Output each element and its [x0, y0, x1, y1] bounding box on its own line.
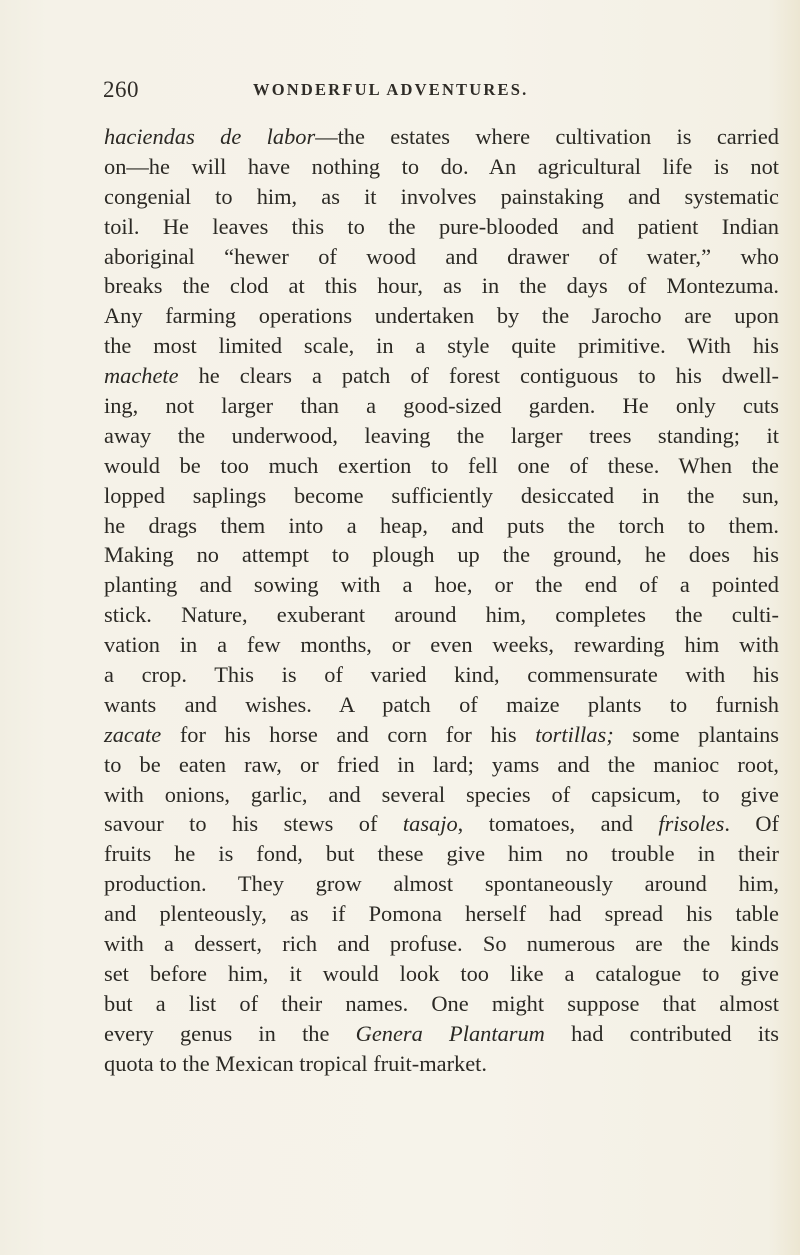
text-span: Any farming operations undertaken by the Jarocho are upon: [104, 303, 779, 329]
text-span: savour to his stews of: [104, 811, 403, 837]
text-span: and plenteously, as if Pomona herself had spread his table: [104, 901, 779, 927]
text-span: stick. Nature, exuberant around him, completes the culti-: [104, 602, 779, 628]
text-span: he drags them into a heap, and puts the torch to them.: [104, 512, 779, 538]
page-number: 260: [103, 77, 139, 102]
italic-text: frisoles: [658, 811, 725, 837]
text-line: [104, 481, 779, 511]
text-line: [104, 780, 779, 810]
text-line: [104, 421, 779, 451]
text-line: [104, 660, 779, 690]
text-line: [104, 540, 779, 570]
italic-text: Genera Plantarum: [355, 1020, 545, 1046]
text-span: some plantains: [613, 721, 779, 747]
text-span: toil. He leaves this to the pure-blooded and patient Indian: [104, 213, 779, 239]
text-line: [104, 451, 779, 481]
text-span: vation in a few months, or even weeks, rewarding him with: [104, 632, 779, 658]
text-span: away the underwood, leaving the larger trees standing; it: [104, 422, 779, 448]
text-span: , tomatoes, and: [457, 811, 659, 837]
text-line: [104, 1019, 779, 1049]
text-span: lopped saplings become sufficiently desiccated in the sun,: [104, 482, 779, 508]
text-span: . Of: [724, 811, 779, 837]
text-line: [104, 959, 779, 989]
text-span: ing, not larger than a good-sized garden. He only cuts: [104, 393, 779, 419]
body-text: [104, 122, 779, 1079]
text-line: [104, 152, 779, 182]
text-line: [104, 182, 779, 212]
text-span: —the estates where cultivation is carried: [315, 124, 780, 149]
text-line: [104, 630, 779, 660]
text-span: Making no attempt to plough up the ground, he does his: [104, 542, 779, 568]
text-line: [104, 212, 779, 242]
text-span: with a dessert, rich and profuse. So numerous are the kinds: [104, 931, 779, 957]
running-head: WONDERFUL ADVENTURES.: [253, 80, 529, 99]
text-line: [104, 989, 779, 1019]
text-line: [104, 271, 779, 301]
text-line: [104, 690, 779, 720]
italic-text: machete: [104, 363, 179, 389]
text-line: [104, 301, 779, 331]
text-line: [104, 331, 779, 361]
italic-text: haciendas de labor: [104, 124, 316, 149]
text-span: he clears a patch of forest contiguous to his dwell-: [178, 363, 779, 389]
italic-text: tasajo: [402, 811, 458, 837]
text-span: congenial to him, as it involves painstaking and systematic: [104, 183, 779, 209]
text-line: [104, 750, 779, 780]
text-line: [104, 839, 779, 869]
text-span: on—he will have nothing to do. An agricultural life is not: [104, 153, 779, 179]
italic-text: zacate: [104, 721, 162, 747]
text-span: set before him, it would look too like a catalogue to give: [104, 960, 779, 986]
text-line: [104, 511, 779, 541]
text-span: would be too much exertion to fell one of these. When the: [104, 452, 779, 478]
text-span: production. They grow almost spontaneously around him,: [104, 871, 779, 897]
text-span: breaks the clod at this hour, as in the days of Montezuma.: [104, 273, 779, 299]
text-line: [104, 122, 779, 152]
text-line: [104, 809, 779, 839]
text-line: [104, 899, 779, 929]
text-span: with onions, garlic, and several species of capsicum, to give: [104, 781, 779, 807]
text-span: wants and wishes. A patch of maize plants to furnish: [104, 691, 779, 717]
text-span: fruits he is fond, but these give him no trouble in their: [104, 841, 779, 867]
text-line: [104, 391, 779, 421]
text-span: had contributed its: [544, 1020, 780, 1046]
text-line: [104, 720, 779, 750]
text-line: [104, 600, 779, 630]
text-span: a crop. This is of varied kind, commensurate with his: [104, 662, 779, 688]
text-line: [104, 869, 779, 899]
page-header: [0, 67, 800, 107]
text-line: [104, 242, 779, 272]
text-span: the most limited scale, in a style quite primitive. With his: [104, 333, 779, 359]
text-line: [104, 361, 779, 391]
text-span: but a list of their names. One might suppose that almost: [104, 990, 779, 1016]
text-span: every genus in the: [104, 1020, 356, 1046]
text-span: aboriginal “hewer of wood and drawer of water,” who: [104, 243, 779, 269]
text-span: for his horse and corn for his: [161, 721, 536, 747]
text-span: planting and sowing with a hoe, or the end of a pointed: [104, 572, 779, 598]
text-line: [104, 929, 779, 959]
text-span: to be eaten raw, or fried in lard; yams and the manioc root,: [104, 751, 779, 777]
text-line: [104, 570, 779, 600]
text-line: [104, 1049, 779, 1079]
text-span: quota to the Mexican tropical fruit-market.: [104, 1050, 487, 1076]
italic-text: tortillas;: [535, 721, 614, 747]
